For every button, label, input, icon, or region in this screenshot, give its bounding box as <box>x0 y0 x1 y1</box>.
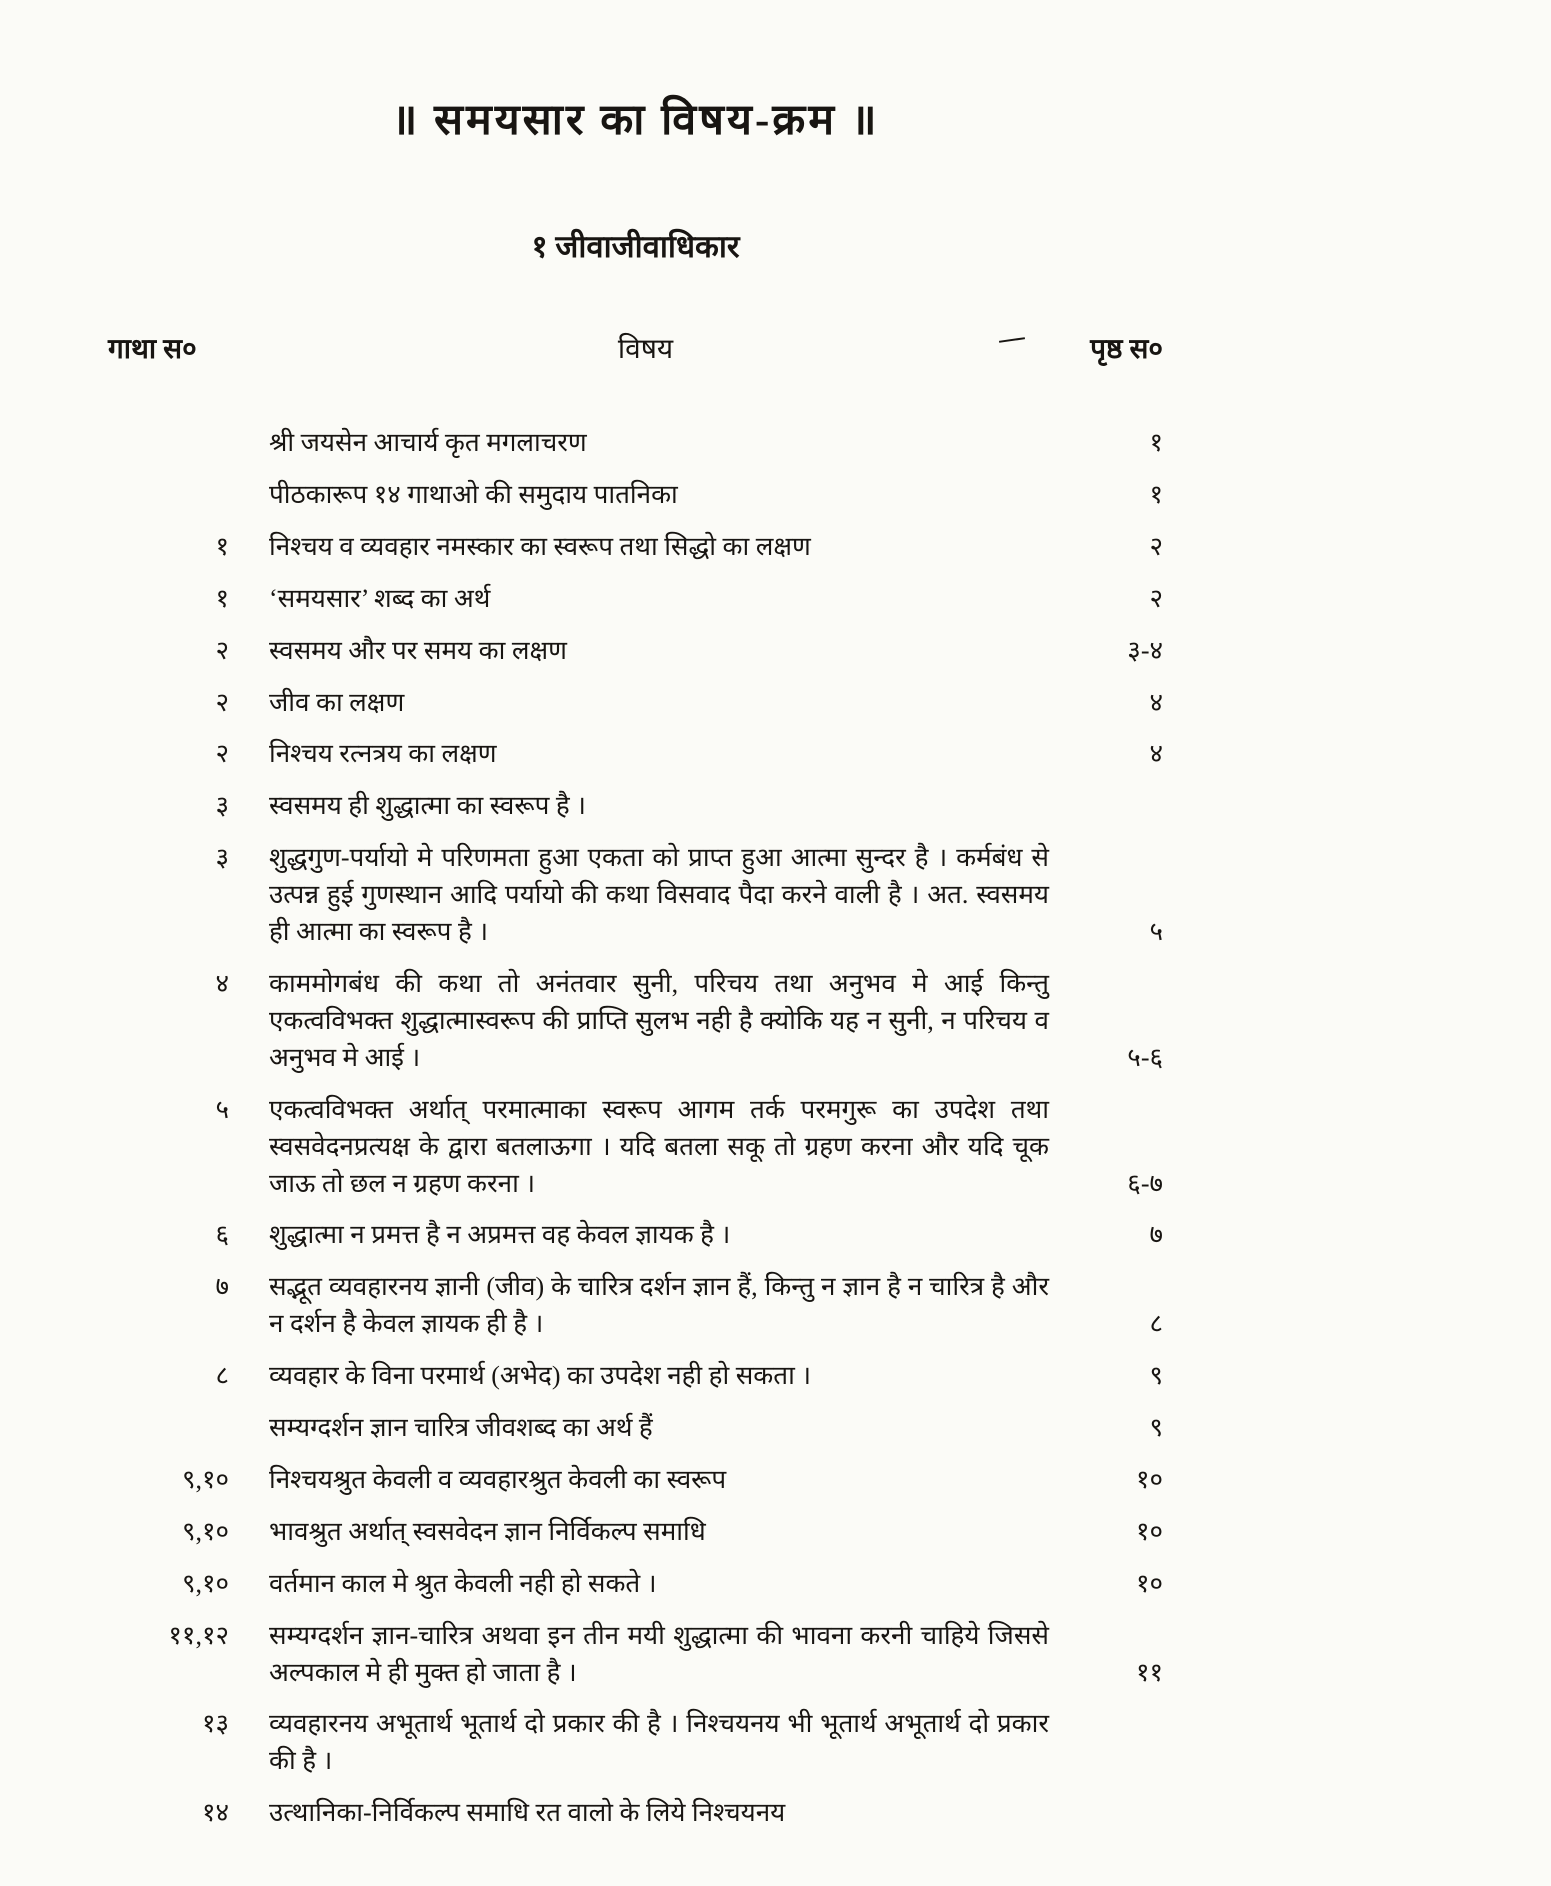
gatha-number: ८ <box>215 1361 229 1391</box>
gatha-number: २ <box>215 687 229 717</box>
entry-page-number: ३-४ <box>1127 635 1163 665</box>
toc-entry <box>108 477 1163 514</box>
entry-subject: काममोगबंध की कथा तो अनंतवार सुनी, परिचय तथा अनुभव मे आई किन्तु एकत्वविभक्त शुद्धात्मास्वरूप की प्राप्ति सुलभ नही है क्योकि यह न सुनी, न परिचय व अनुभव मे आई । <box>269 968 1049 1072</box>
entry-subject: सद्भूत व्यवहारनय ज्ञानी (जीव) के चारित्र दर्शन ज्ञान हैं, किन्तु न ज्ञान है न चारित्र है और न दर्शन है केवल ज्ञायक ही है । <box>269 1272 1049 1339</box>
entry-subject: वर्तमान काल मे श्रुत केवली नही हो सकते । <box>269 1568 657 1598</box>
entry-subject: पीठकारूप १४ गाथाओ की समुदाय पातनिका <box>269 479 678 509</box>
entry-subject: निश्चयश्रुत केवली व व्यवहारश्रुत केवली का स्वरूप <box>269 1464 727 1494</box>
gatha-number <box>108 477 243 514</box>
entry-subject: शुद्धगुण-पर्यायो मे परिणमता हुआ एकता को प्राप्त हुआ आत्मा सुन्दर है । कर्मबंध से उत्पन्न हुई गुणस्थान आदि पर्यायो की कथा विसवाद पैदा करने वाली है । अत. स्वसमय ही आत्मा का स्वरूप है । <box>269 843 1049 947</box>
entry-page-number: १ <box>1149 428 1163 457</box>
column-header-subject: विषय <box>617 334 674 365</box>
gatha-number: १३ <box>201 1709 229 1739</box>
entry-subject: निश्चय रत्नत्रय का लक्षण <box>269 739 497 769</box>
toc-entry <box>108 1358 1163 1395</box>
toc-entry <box>108 1795 1163 1832</box>
toc-entry <box>108 1092 1163 1203</box>
toc-entry <box>108 1514 1163 1551</box>
entry-page-number: २ <box>1149 583 1163 613</box>
toc-entry <box>108 425 1163 462</box>
toc-entry <box>108 633 1163 670</box>
toc-entry <box>108 1217 1163 1254</box>
gatha-number: ६ <box>215 1220 229 1250</box>
toc-entry <box>108 1410 1163 1447</box>
entry-page-number: २ <box>1149 531 1163 561</box>
entry-subject: शुद्धात्मा न प्रमत्त है न अप्रमत्त वह केवल ज्ञायक है । <box>269 1220 731 1250</box>
toc-entry <box>108 1706 1163 1780</box>
gatha-number: ९,१० <box>181 1516 229 1546</box>
gatha-number: १ <box>215 531 229 561</box>
entry-subject: सम्यग्दर्शन ज्ञान-चारित्र अथवा इन तीन मयी शुद्धात्मा की भावना करनी चाहिये जिससे अल्पकाल मे ही मुक्त हो जाता है । <box>269 1620 1049 1687</box>
entry-subject: श्री जयसेन आचार्य कृत मगलाचरण <box>269 428 587 457</box>
column-headers <box>108 329 1163 367</box>
gatha-number: ३ <box>215 791 229 821</box>
gatha-number: १ <box>215 583 229 613</box>
toc-entry <box>108 788 1163 825</box>
gatha-number: ५ <box>215 1094 229 1124</box>
gatha-number: २ <box>215 739 229 769</box>
entry-page-number: ७ <box>1149 1220 1163 1250</box>
entry-page-number: ११ <box>1135 1657 1163 1687</box>
toc-entry <box>108 1462 1163 1499</box>
entry-page-number: १० <box>1135 1464 1163 1494</box>
entry-page-number: ५ <box>1149 917 1163 947</box>
entry-subject: स्वसमय और पर समय का लक्षण <box>269 635 567 665</box>
page-title: ॥ समयसार का विषय-क्रम ॥ <box>391 97 880 144</box>
entry-subject: जीव का लक्षण <box>269 687 405 717</box>
book-page <box>108 0 1163 1832</box>
entry-page-number: ९ <box>1149 1361 1163 1391</box>
gatha-number: १४ <box>201 1798 229 1828</box>
toc-entry <box>108 581 1163 618</box>
entry-subject: व्यवहार के विना परमार्थ (अभेद) का उपदेश नही हो सकता । <box>269 1361 812 1391</box>
gatha-number: ९,१० <box>181 1568 229 1598</box>
gatha-number: ३ <box>215 843 229 873</box>
entry-page-number: १० <box>1135 1516 1163 1546</box>
entry-page-number: १० <box>1135 1568 1163 1598</box>
entry-subject: भावश्रुत अर्थात् स्वसवेदन ज्ञान निर्विकल्प समाधि <box>269 1516 706 1546</box>
gatha-number: ९,१० <box>181 1464 229 1494</box>
toc-entry <box>108 966 1163 1077</box>
entry-page-number: ४ <box>1149 687 1163 717</box>
entry-page-number: ५-६ <box>1127 1042 1163 1072</box>
toc-list <box>108 425 1163 1832</box>
gatha-number: २ <box>215 635 229 665</box>
gatha-number <box>108 425 243 462</box>
entry-subject: उत्थानिका-निर्विकल्प समाधि रत वालो के लिये निश्चयनय <box>269 1798 786 1828</box>
column-header-gatha: गाथा स० <box>108 334 197 365</box>
toc-entry <box>108 1269 1163 1343</box>
entry-subject: व्यवहारनय अभूतार्थ भूतार्थ दो प्रकार की है । निश्चयनय भी भूतार्थ अभूतार्थ दो प्रकार की है । <box>269 1709 1049 1776</box>
entry-subject: सम्यग्दर्शन ज्ञान चारित्र जीवशब्द का अर्थ हैं <box>269 1413 653 1443</box>
entry-subject: ‘समयसार’ शब्द का अर्थ <box>269 583 491 613</box>
entry-page-number: ४ <box>1149 739 1163 769</box>
entry-page-number: ९ <box>1149 1413 1163 1443</box>
gatha-number: ४ <box>215 968 229 998</box>
entry-subject: स्वसमय ही शुद्धात्मा का स्वरूप है । <box>269 791 586 821</box>
section-heading: १ जीवाजीवाधिकार <box>531 229 740 264</box>
entry-subject: निश्चय व व्यवहार नमस्कार का स्वरूप तथा सिद्धो का लक्षण <box>269 531 811 561</box>
toc-entry <box>108 1618 1163 1692</box>
gatha-number <box>108 1410 243 1447</box>
toc-entry <box>108 840 1163 951</box>
toc-entry <box>108 685 1163 722</box>
column-header-page: पृष्ठ स० <box>1013 329 1163 367</box>
entry-page-number: ६-७ <box>1127 1168 1163 1198</box>
toc-entry <box>108 529 1163 566</box>
entry-page-number: ८ <box>1149 1309 1163 1339</box>
toc-entry <box>108 1566 1163 1603</box>
toc-entry <box>108 736 1163 773</box>
gatha-number: ११,१२ <box>168 1620 229 1650</box>
gatha-number: ७ <box>215 1272 229 1302</box>
entry-subject: एकत्वविभक्त अर्थात् परमात्माका स्वरूप आगम तर्क परमगुरू का उपदेश तथा स्वसवेदनप्रत्यक्ष के द्वारा बतलाऊगा । यदि बतला सकू तो ग्रहण करना और यदि चूक जाऊ तो छल न ग्रहण करना । <box>269 1094 1049 1198</box>
entry-page-number: १ <box>1149 479 1163 509</box>
